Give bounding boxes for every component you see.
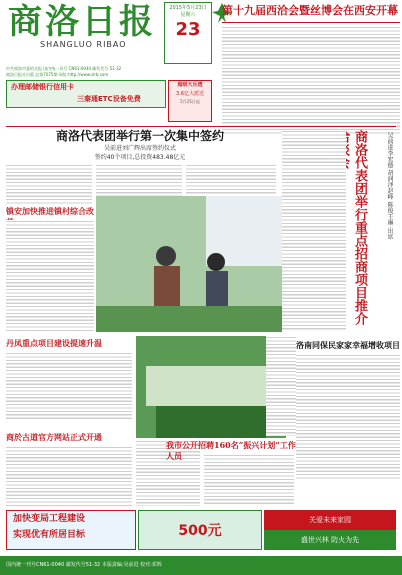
kicker-subhead: 吴前进刘广辉出席签约仪式 (103, 145, 176, 152)
article-body-danfeng (6, 352, 132, 420)
info-line-2: 商洛日报社出版 总第7075期 网址:http://www.slrb.com (6, 72, 109, 77)
ad-future-home (264, 510, 396, 530)
masthead-pinyin: SHANGLUO RIBAO (40, 40, 127, 49)
issue-number: 23 (175, 19, 201, 40)
lottery-amount: 3.6亿大派送 (176, 91, 204, 97)
lottery-sub: 5月25日起 (180, 99, 200, 104)
ad-forest-text: 盛世兴林 防火为先 (300, 536, 360, 544)
vertical-story-text (282, 130, 346, 330)
ad-forest-fire (264, 530, 396, 550)
main-body-col-3 (186, 164, 276, 194)
ad-postal-card (6, 80, 166, 108)
footer-text: 国内统一刊号CN61-0040 邮发代号51-32 本版责编:吴前进 校对:邓辉 (6, 562, 162, 568)
main-body-col-1 (6, 164, 92, 204)
date-line: 2015年5月23日 (169, 5, 207, 11)
main-photo (96, 196, 282, 332)
lead-headline-rule (222, 22, 400, 23)
section-divider (6, 126, 396, 127)
article-head-zhenan: 镇安加快推进镇村综合改 (6, 206, 94, 216)
vertical-title: 商洛代表团举行重点招商项目推介 (352, 130, 367, 325)
vertical-subtitle: 吴前进李宏德 胡润泽赵峰 陈俊王琳 出席 (386, 132, 393, 240)
ad-promo (138, 510, 262, 550)
article-body-recruit (204, 454, 294, 506)
ad-housing (6, 510, 136, 550)
article-body-shangyu (6, 446, 132, 506)
ad-postal-line2: 三秦通ETC设备免费 (77, 95, 141, 103)
weekday: 星期六 (180, 12, 196, 18)
ad-lottery (168, 80, 212, 122)
article-head-luonan: 洛南同保民家家幸福增收项目 (296, 340, 400, 350)
article-head-shangyu: 商於古道官方网站正式开通 (6, 432, 102, 442)
ad-housing-line2: 实现优有所居目标 (13, 530, 86, 540)
kicker-subhead-2: 签约40个项目,总投资483.48亿元 (94, 154, 186, 161)
ad-future-text: 关爱未来家园 (309, 516, 351, 524)
info-line-1: 中共商洛市委机关报 国内统一刊号 CN61-0040 邮发代号 51-32 (6, 66, 122, 71)
article-head-danfeng: 丹凤重点项目建设提速升温 (6, 338, 102, 348)
article-head-recruit: 我市公开招聘160名“振兴计划”工作人员 (166, 440, 296, 461)
lead-body-text (222, 26, 400, 136)
ad-promo-amount: 500元 (178, 523, 222, 539)
masthead-title: 商洛日报 (8, 2, 156, 42)
secondary-photo (136, 336, 286, 438)
lottery-title: 超级大乐透 (177, 82, 203, 88)
photo-caption (266, 336, 296, 436)
lead-headline: 第十九届西洽会暨丝博会在西安开幕 (222, 4, 398, 17)
kicker-headline: 商洛代表团举行第一次集中签约 (55, 129, 224, 143)
ad-postal-line1: 办理邮储银行信用卡 (11, 83, 74, 91)
date-box (164, 2, 212, 64)
article-body-luonan (296, 354, 400, 480)
ad-housing-line1: 加快变局工程建设 (13, 514, 86, 524)
article-body-zhenan (6, 220, 94, 332)
